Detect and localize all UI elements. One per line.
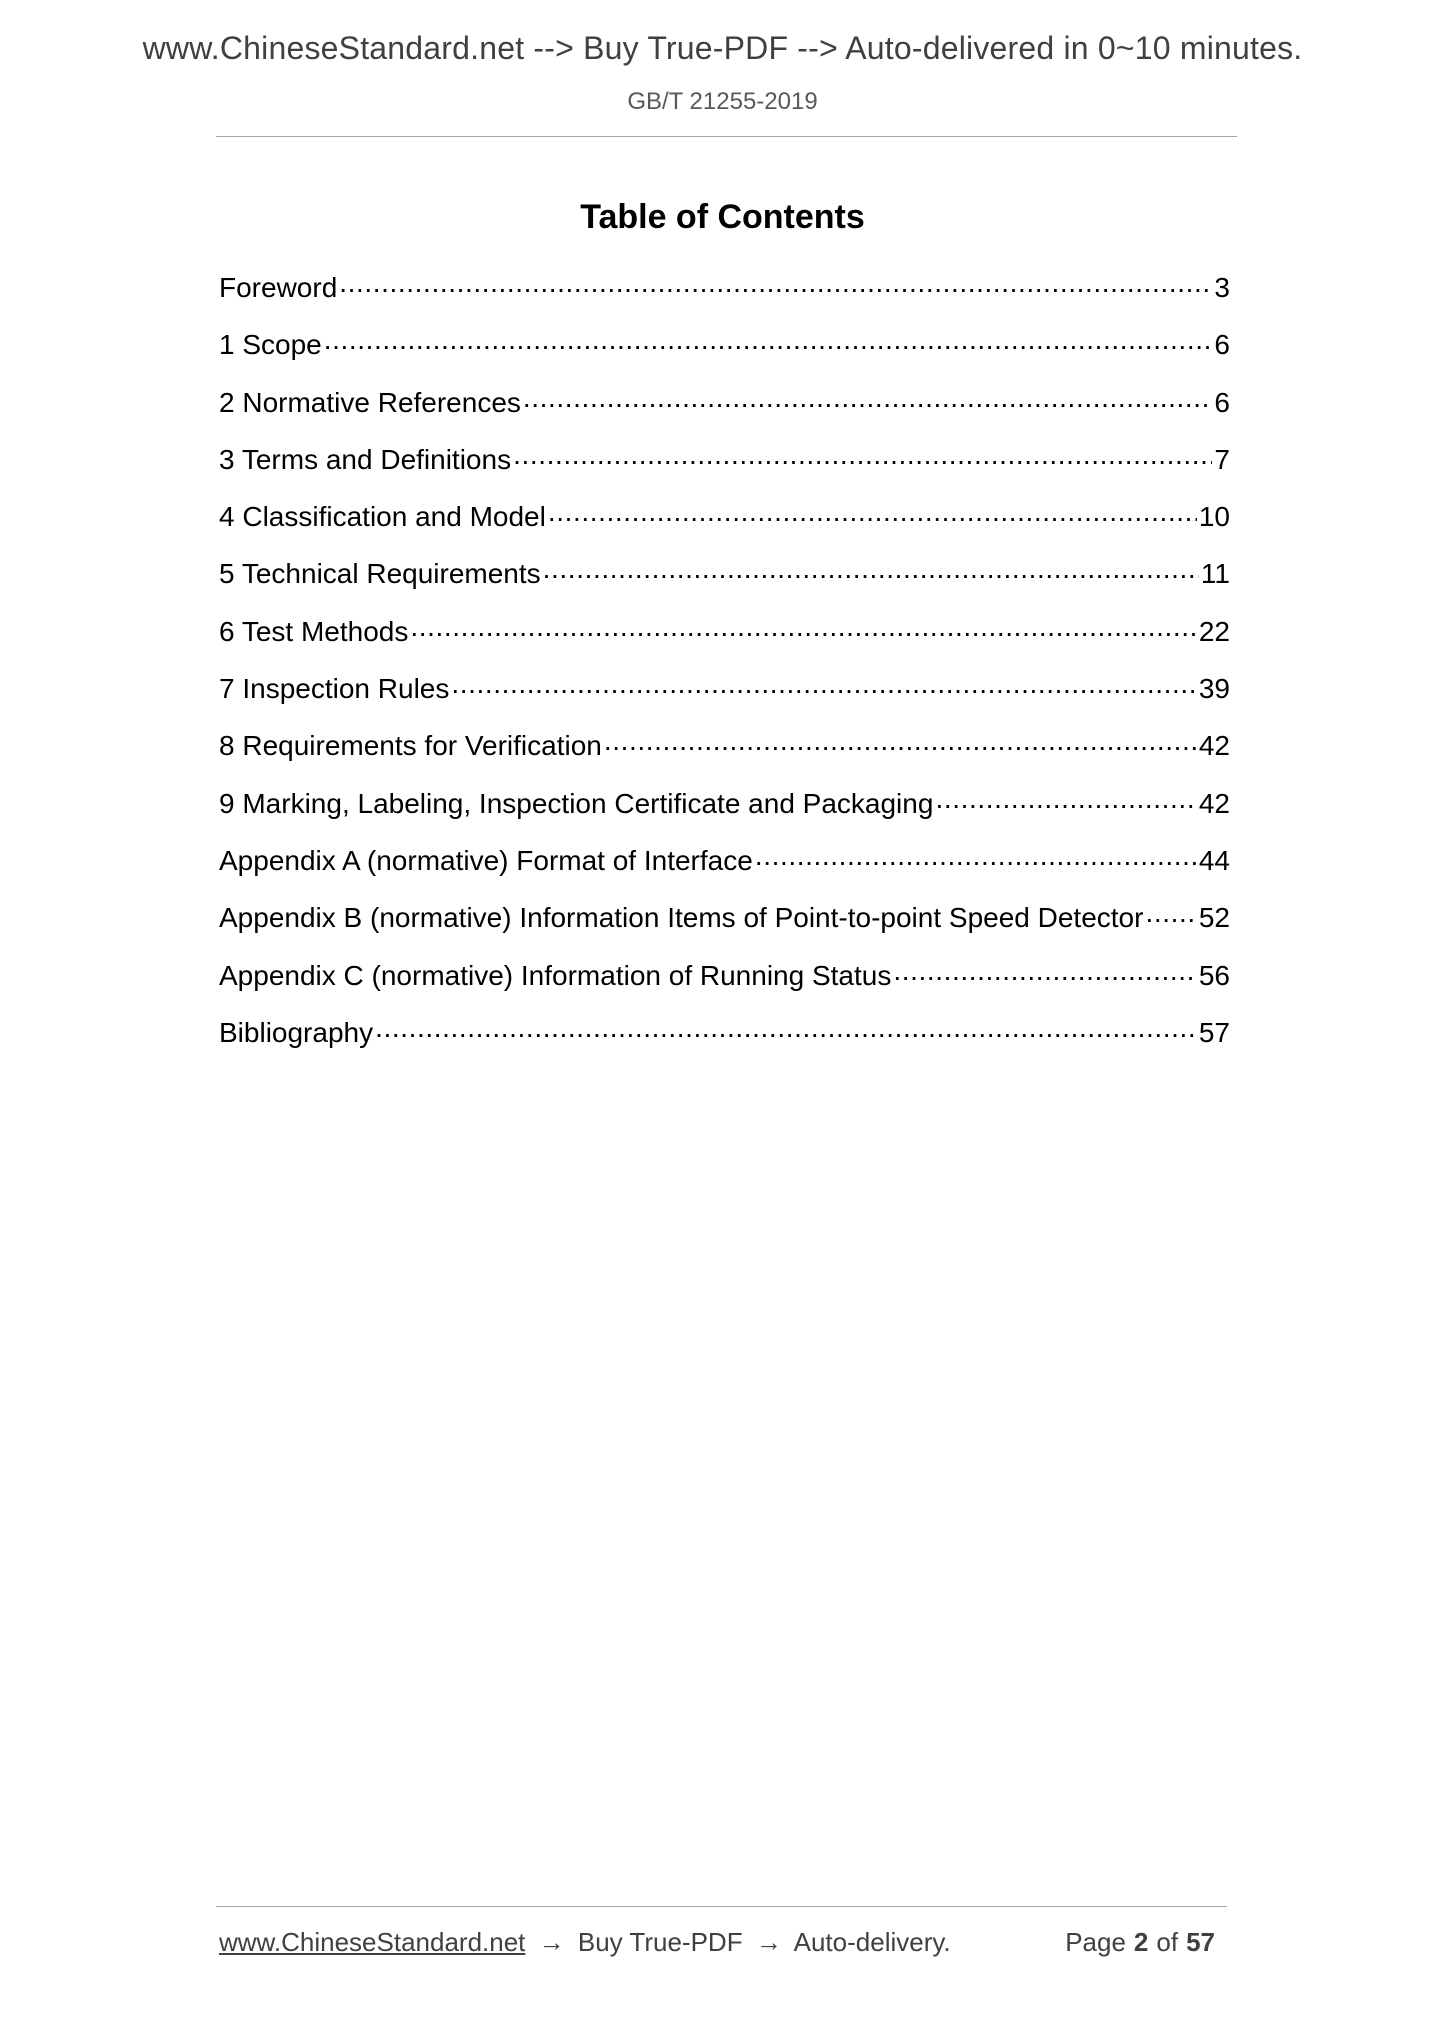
toc-leader-dots [513, 441, 1212, 469]
toc-entry-page: 42 [1198, 787, 1230, 819]
toc-entry-page: 22 [1198, 615, 1230, 647]
toc-title: Table of Contents [580, 198, 865, 236]
toc-entry-page: 57 [1198, 1016, 1230, 1048]
footer-buy-text: Buy True-PDF [577, 1927, 743, 1957]
toc-entry-label: 4 Classification and Model [219, 501, 546, 533]
toc-entry-page: 11 [1200, 558, 1230, 590]
toc-entry-label: 2 Normative References [219, 386, 521, 418]
footer-site-link[interactable]: www.ChineseStandard.net [219, 1927, 526, 1957]
toc-entry-page: 7 [1214, 443, 1230, 475]
toc-entry-page: 6 [1214, 329, 1230, 361]
toc-leader-dots [543, 555, 1199, 583]
arrow-right-icon: → [755, 1927, 782, 1957]
toc-leader-dots [604, 727, 1197, 755]
toc-entry-label: 3 Terms and Definitions [219, 443, 512, 475]
toc-leader-dots [324, 326, 1213, 354]
top-banner: www.ChineseStandard.net --> Buy True-PDF --> Auto-delivered in 0~10 minutes. [142, 30, 1303, 66]
toc-leader-dots [339, 269, 1212, 297]
toc-entry-label: Appendix C (normative) Information of Running Status [219, 959, 892, 991]
toc-entry-label: 5 Technical Requirements [219, 558, 541, 590]
toc-entry-appendix-a[interactable] [219, 836, 1230, 893]
toc-entry-label: Appendix B (normative) Information Items of Point-to-point Speed Detector [219, 902, 1144, 934]
toc-entry-page: 56 [1198, 959, 1230, 991]
toc-leader-dots [375, 1014, 1197, 1042]
toc-entry-appendix-b[interactable] [219, 893, 1230, 950]
toc-leader-dots [451, 670, 1196, 698]
toc-entry-bibliography[interactable] [219, 1008, 1230, 1065]
toc-entry-page: 3 [1214, 272, 1230, 303]
toc-entry-page: 6 [1214, 386, 1230, 418]
toc-leader-dots [410, 613, 1196, 641]
toc-entry-foreword[interactable] [219, 263, 1230, 320]
toc-entry-technical-requirements[interactable] [219, 549, 1230, 606]
toc-entry-label: Bibliography [219, 1016, 374, 1048]
toc-leader-dots [523, 384, 1213, 412]
toc-entry-verification[interactable] [219, 721, 1230, 778]
footer-divider [216, 1906, 1227, 1907]
current-page-number: 2 [1133, 1927, 1149, 1957]
page-word: Page [1065, 1927, 1126, 1957]
toc-list [219, 263, 1230, 1065]
footer-delivery-text: Auto-delivery. [793, 1927, 951, 1957]
toc-entry-label: 6 Test Methods [219, 615, 409, 647]
toc-leader-dots [548, 498, 1197, 526]
page-footer [219, 1922, 1227, 1962]
toc-entry-test-methods[interactable] [219, 607, 1230, 664]
toc-entry-inspection-rules[interactable] [219, 664, 1230, 721]
toc-entry-label: Appendix A (normative) Format of Interface [219, 844, 753, 876]
of-word: of [1156, 1927, 1179, 1957]
toc-entry-marking-packaging[interactable] [219, 779, 1230, 836]
toc-entry-scope[interactable] [219, 320, 1230, 377]
toc-entry-page: 10 [1198, 501, 1230, 533]
page-indicator [1065, 1922, 1223, 1962]
toc-entry-page: 52 [1198, 902, 1230, 934]
toc-entry-label: 7 Inspection Rules [219, 673, 450, 705]
toc-entry-label: 8 Requirements for Verification [219, 730, 602, 762]
toc-entry-appendix-c[interactable] [219, 951, 1230, 1008]
toc-leader-dots [893, 957, 1197, 985]
toc-entry-classification-model[interactable] [219, 492, 1230, 549]
toc-entry-label: 9 Marking, Labeling, Inspection Certificate and Packaging [219, 787, 934, 819]
arrow-right-icon: → [538, 1927, 565, 1957]
toc-entry-label: Foreword [219, 272, 338, 303]
toc-entry-normative-references[interactable] [219, 378, 1230, 435]
toc-leader-dots [755, 842, 1197, 870]
toc-entry-page: 42 [1198, 730, 1230, 762]
toc-leader-dots [1145, 899, 1196, 927]
toc-entry-page: 44 [1198, 844, 1230, 876]
toc-entry-page: 39 [1198, 673, 1230, 705]
toc-entry-label: 1 Scope [219, 329, 322, 361]
header-divider [216, 136, 1237, 137]
toc-entry-terms-definitions[interactable] [219, 435, 1230, 492]
toc-leader-dots [935, 785, 1196, 813]
standard-number: GB/T 21255-2019 [627, 88, 818, 115]
total-pages-number: 57 [1186, 1927, 1215, 1957]
